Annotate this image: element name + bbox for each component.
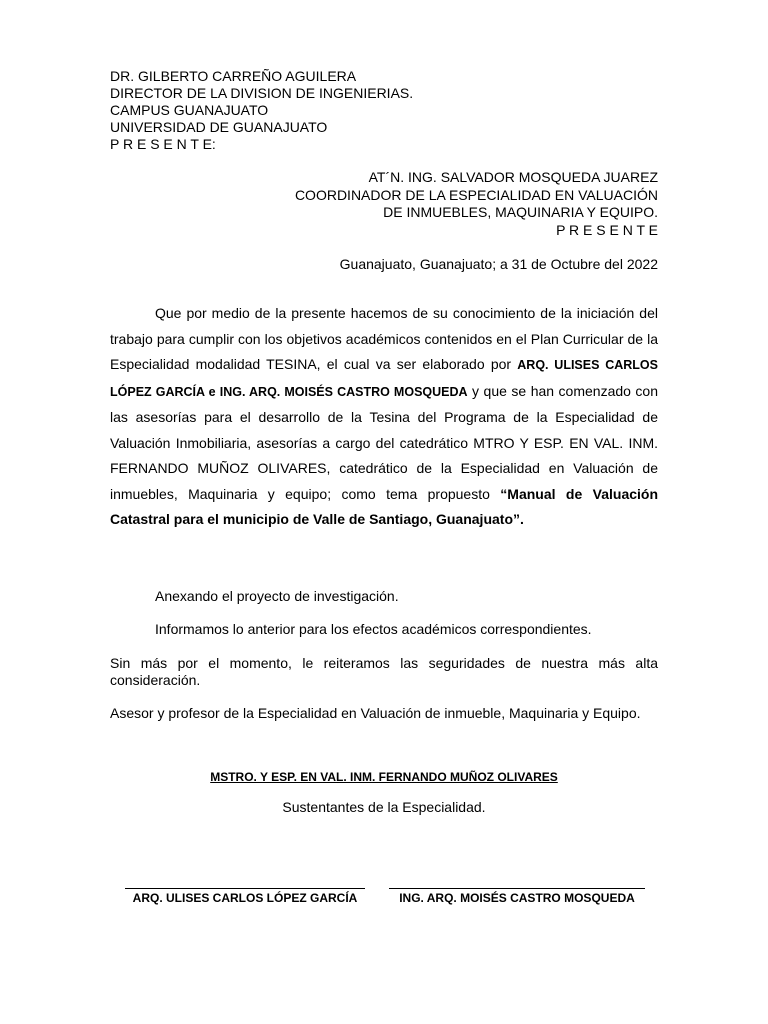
body-paragraph xyxy=(110,301,658,533)
thesis-topic: “Manual de Valuación Catastral para el municipio de Valle de Santiago, Guanajuato”. xyxy=(110,485,659,527)
attention-name: AT´N. ING. SALVADOR MOSQUEDA JUAREZ xyxy=(368,169,658,185)
addressee-campus: CAMPUS GUANAJUATO xyxy=(110,102,269,118)
addressee-name: DR. GILBERTO CARREÑO AGUILERA xyxy=(110,68,357,84)
addressee-block xyxy=(110,68,413,153)
student-2-name: ING. ARQ. MOISÉS CASTRO MOSQUEDA xyxy=(219,384,468,399)
annex-line: Anexando el proyecto de investigación. xyxy=(155,588,399,604)
students-label: Sustentantes de la Especialidad. xyxy=(282,799,486,815)
signature-right xyxy=(389,876,645,905)
conjunction: e xyxy=(204,384,220,399)
attention-title-2: DE INMUEBLES, MAQUINARIA Y EQUIPO. xyxy=(383,204,658,220)
inform-line: Informamos lo anterior para los efectos académicos correspondientes. xyxy=(155,621,592,637)
addressee-university: UNIVERSIDAD DE GUANAJUATO xyxy=(110,119,328,135)
addressee-title: DIRECTOR DE LA DIVISION DE INGENIERIAS. xyxy=(110,85,414,101)
student-1-name: ARQ. ULISES CARLOS LÓPEZ GARCÍA xyxy=(110,358,658,399)
signature-line-left xyxy=(125,876,365,889)
signature-left xyxy=(125,876,365,905)
attention-presente: P R E S E N T E xyxy=(556,221,658,238)
body-text-2: y que se han comenzado con las asesorías para el desarrollo de la Tesina del Programa de la Especialidad de Valuación Inmobiliaria, asesorías a cargo del catedrático MTRO Y ESP. EN VAL. INM. FERNANDO MUÑOZ OLIVARES, catedrático de la Especialidad en Valuación de inmuebles, Maquinaria y equipo; como tema propuesto xyxy=(110,382,658,502)
signature-name-right: ING. ARQ. MOISÉS CASTRO MOSQUEDA xyxy=(399,891,635,905)
signature-line-right xyxy=(389,876,645,889)
attention-title-1: COORDINADOR DE LA ESPECIALIDAD EN VALUACIÓN xyxy=(294,186,658,203)
advisor-role: Asesor y profesor de la Especialidad en Valuación de inmueble, Maquinaria y Equipo. xyxy=(110,705,641,721)
letter-date: Guanajuato, Guanajuato; a 31 de Octubre del 2022 xyxy=(339,256,658,272)
addressee-presente: P R E S E N T E: xyxy=(110,136,216,152)
attention-block xyxy=(295,169,658,239)
body-text-1: Que por medio de la presente hacemos de su conocimiento de la iniciación del trabajo para cumplir con los objetivos académicos contenidos en el Plan Curricular de la Especialidad modalidad TESINA, el cual va ser elaborado por xyxy=(110,305,658,372)
advisor-name: MSTRO. Y ESP. EN VAL. INM. FERNANDO MUÑOZ OLIVARES xyxy=(210,770,558,784)
signature-name-left: ARQ. ULISES CARLOS LÓPEZ GARCÍA xyxy=(132,891,358,905)
closing-paragraph: Sin más por el momento, le reiteramos las seguridades de nuestra más alta consideración. xyxy=(110,655,658,688)
